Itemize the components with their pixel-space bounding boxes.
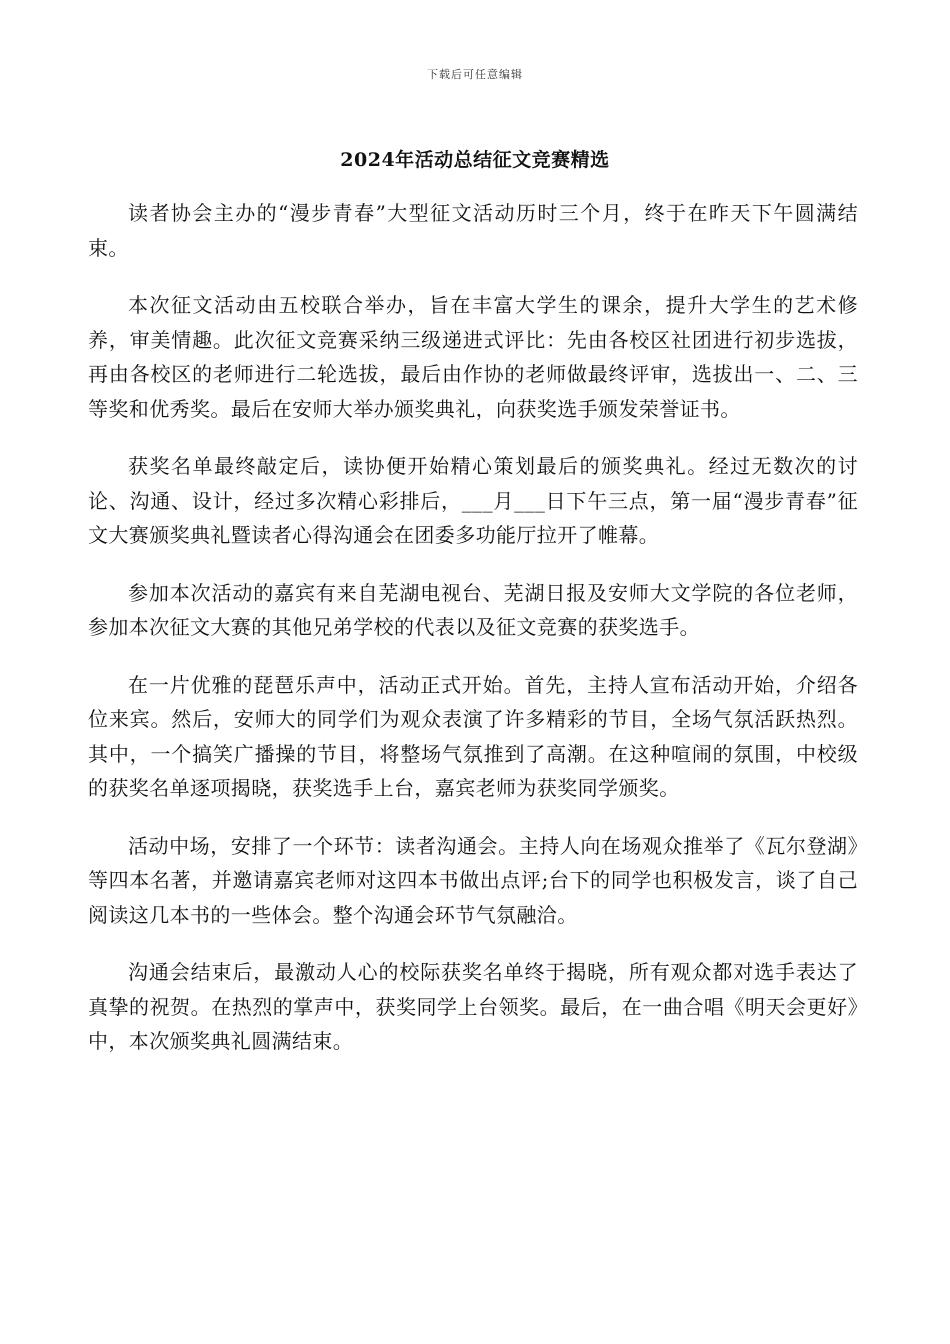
paragraph: 参加本次活动的嘉宾有来自芜湖电视台、芜湖日报及安师大文学院的各位老师，参加本次征文大赛的其他兄弟学校的代表以及征文竞赛的获奖选手。 [88, 580, 858, 639]
paragraph: 本次征文活动由五校联合举办，旨在丰富大学生的课余，提升大学生的艺术修养，审美情趣。此次征文竞赛采纳三级递进式评比：先由各校区社团进行初步选拔，再由各校区的老师进行二轮选拔，最后由作协的老师做最终评审，选拔出一、二、三等奖和优秀奖。最后在安师大举办颁奖典礼，向获奖选手颁发荣誉证书。 [88, 293, 858, 421]
paragraph: 读者协会主办的“漫步青春”大型征文活动历时三个月，终于在昨天下午圆满结束。 [88, 201, 858, 260]
document-title: 2024年活动总结征文竞赛精选 [340, 149, 610, 171]
paragraph: 沟通会结束后，最激动人心的校际获奖名单终于揭晓，所有观众都对选手表达了真挚的祝贺。在热烈的掌声中，获奖同学上台领奖。最后，在一曲合唱《明天会更好》中，本次颁奖典礼圆满结束。 [88, 960, 858, 1053]
document-body [88, 196, 858, 1082]
paragraph: 在一片优雅的琵琶乐声中，活动正式开始。首先，主持人宣布活动开始，介绍各位来宾。然后，安师大的同学们为观众表演了许多精彩的节目，全场气氛活跃热烈。其中，一个搞笑广播操的节目，将整场气氛推到了高潮。在这种喧闹的氛围，中校级的获奖名单逐项揭晓，获奖选手上台，嘉宾老师为获奖同学颁奖。 [88, 672, 858, 800]
paragraph: 活动中场，安排了一个环节：读者沟通会。主持人向在场观众推举了《瓦尔登湖》等四本名著，并邀请嘉宾老师对这四本书做出点评;台下的同学也积极发言，谈了自己阅读这几本书的一些体会。整个沟通会环节气氛融洽。 [88, 833, 858, 927]
header-note: 下载后可任意编辑 [427, 68, 523, 81]
paragraph: 获奖名单最终敲定后，读协便开始精心策划最后的颁奖典礼。经过无数次的讨论、沟通、设计，经过多次精心彩排后，___月___日下午三点，第一届“漫步青春”征文大赛颁奖典礼暨读者心得沟通会在团委多功能厅拉开了帷幕。 [88, 454, 858, 547]
